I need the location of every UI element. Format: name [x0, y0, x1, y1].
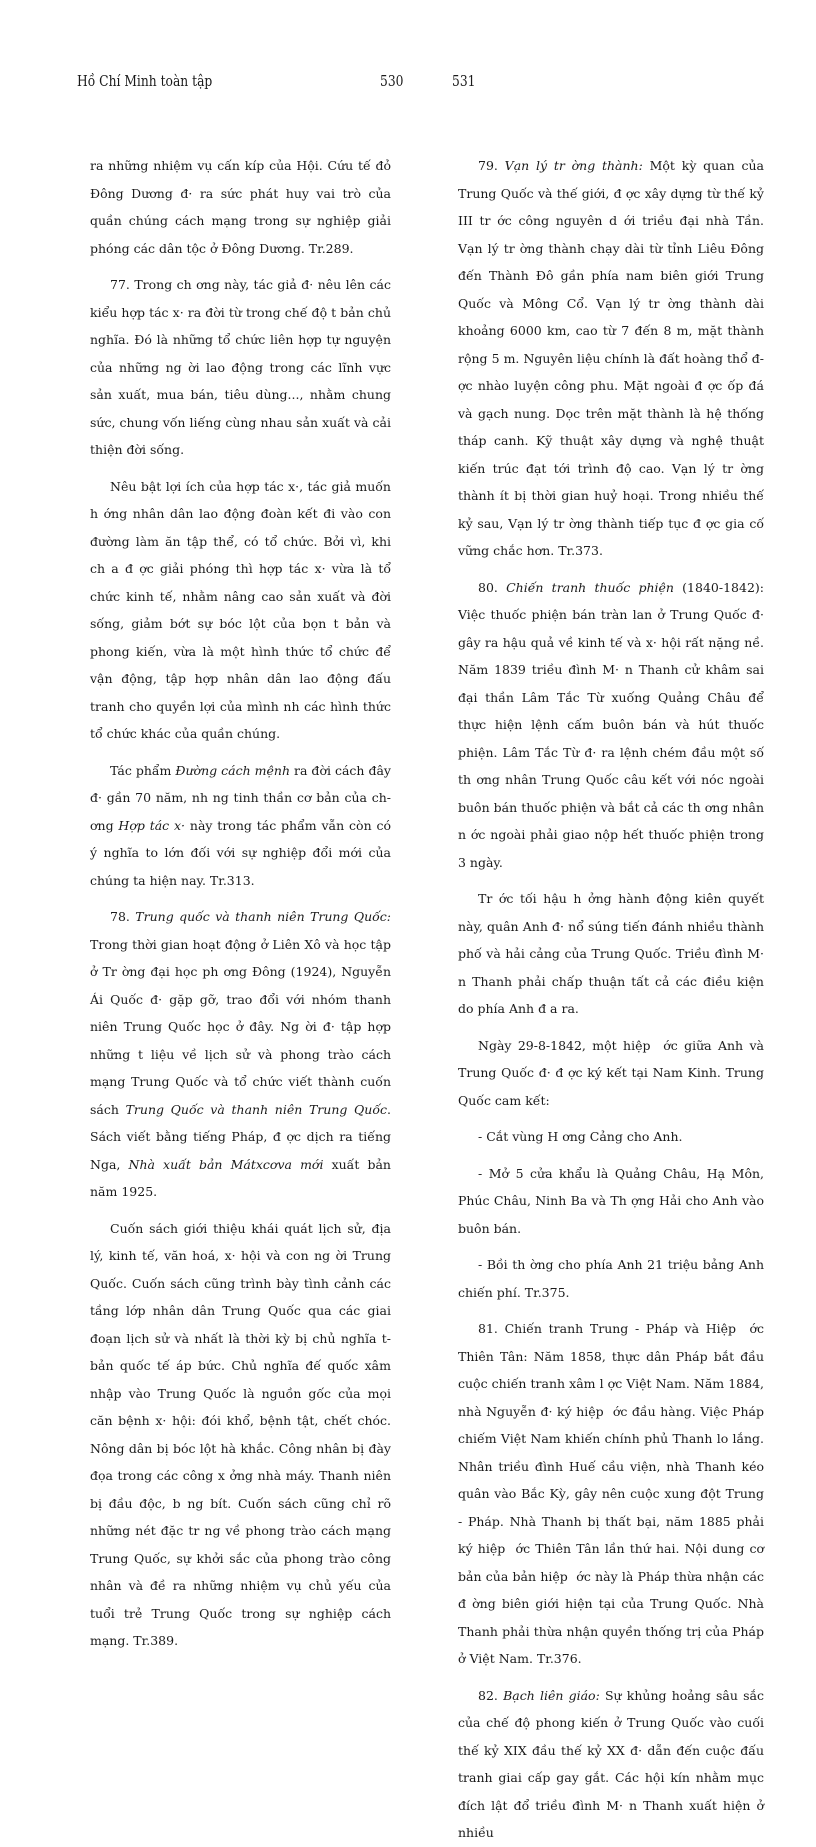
note-number: 78.	[110, 909, 136, 924]
paragraph: Ngày 29-8-1842, một hiệp ớc giữa Anh và Trung Quốc đ· đ ợc ký kết tại Nam Kinh. Trung Quốc cam kết:	[458, 1037, 764, 1108]
page-number-left: 530	[380, 72, 404, 90]
chapter-title: Hợp tác x·	[118, 817, 186, 833]
book-title-header: Hồ Chí Minh toàn tập	[77, 72, 213, 90]
list-item: - Mở 5 cửa khẩu là Quảng Châu, Hạ Môn, Phúc Châu, Ninh Ba và Th ợng Hải cho Anh vào buôn bán.	[458, 1165, 764, 1236]
paragraph: Cuốn sách giới thiệu khái quát lịch sử, địa lý, kinh tế, văn hoá, x· hội và con ng ời Trung Quốc. Cuốn sách cũng trình bày tình cảnh các tầng lớp nhân dân Trung Quốc qua các giai đoạn lịch sử và nhất là thời kỳ bị chủ nghĩa t bản quốc tế áp bức. Chủ nghĩa đế quốc xâm nhập vào Trung Quốc là nguồn gốc của mọi căn bệnh x· hội: đói khổ, bệnh tật, chết chóc. Nông dân bị bóc lột hà khắc. Công nhân bị đày đọa trong các công x ởng nhà máy. Thanh niên bị đầu độc, b ng bít. Cuốn sách cũng chỉ rõ những nét đặc tr ng về phong trào cách mạng Trung Quốc, sự khởi sắc của phong trào công nhân và đề ra những nhiệm vụ chủ yếu của tuổi trẻ Trung Quốc trong sự nghiệp cách mạng. Tr.389.	[90, 1220, 391, 1648]
note-heading: Chiến tranh thuốc phiện	[506, 579, 674, 595]
list-item: - Cắt vùng H ơng Cảng cho Anh.	[478, 1129, 683, 1144]
book-title: Trung Quốc và thanh niên Trung Quốc	[125, 1101, 388, 1117]
note-79	[458, 152, 764, 565]
paragraph: ra những nhiệm vụ cấn kíp của Hội. Cứu tế đỏ Đông Dương đ· ra sức phát huy vai trò của quần chúng cách mạng trong sự nghiệp giải phóng các dân tộc ở Đông Dương. Tr.289.	[90, 158, 391, 256]
note-number: 82.	[478, 1687, 504, 1703]
paragraph-text: . Sách viết bằng tiếng Pháp, đ ợc dịch ra tiếng Nga,	[90, 1101, 391, 1172]
paragraph: 77. Trong ch ơng này, tác giả đ· nêu lên các kiểu hợp tác x· ra đời từ trong chế độ t bản chủ nghĩa. Đó là những tổ chức liên hợp tự nguyện của những ng ời lao động trong các lĩnh vực sản xuất, mua bán, tiêu dùng..., nhằm chung sức, chung vốn liếng cùng nhau sản xuất và cải thiện đời sống.	[90, 277, 391, 457]
work-title: Đường cách mệnh	[175, 762, 290, 778]
note-80	[458, 574, 764, 877]
paragraph-text: ra đời cách đây đ· gần 70 năm, nh ng tinh thần cơ bản của ch ơng	[90, 762, 391, 833]
paragraph: Nêu bật lợi ích của hợp tác x·, tác giả muốn h ớng nhân dân lao động đoàn kết đi vào con đường làm ăn tập thể, có tổ chức. Bởi vì, khi ch a đ ợc giải phóng thì hợp tác x· vừa là tổ chức kinh tế, nhằm nâng cao sản xuất và đời sống, giảm bớt sự bóc lột của bọn t bản và phong kiến, vừa là một hình thức tổ chức để vận động, tập hợp nhân dân lao động đấu tranh cho quyền lợi của mình nh các hình thức tổ chức khác của quần chúng.	[90, 478, 391, 741]
paragraph-text: Tác phẩm	[110, 762, 176, 778]
note-heading: Trung quốc và thanh niên Trung Quốc:	[135, 909, 391, 924]
note-heading: Bạch liên giáo:	[503, 1687, 600, 1703]
list-item: - Bồi th ờng cho phía Anh 21 triệu bảng Anh chiến phí. Tr.375.	[458, 1257, 764, 1300]
paragraph-text: (1840-1842): Việc thuốc phiện bán tràn lan ở Trung Quốc đ· gây ra hậu quả về kinh tế và x· hội rất nặng nề. Năm 1839 triều đình M· n Thanh cử khâm sai đại thần Lâm Tắc Từ xuống Quảng Châu để thực hiện lệnh cấm buôn bán và hút thuốc phiện. Lâm Tắc Từ đ· ra lệnh chém đầu một số th ơng nhân Trung Quốc câu kết với nóc ngoài buôn bán thuốc phiện và bắt cả các th ơng nhân n ớc ngoài phải giao nộp hết thuốc phiện trong 3 ngày.	[458, 579, 764, 870]
paragraph-text: xuất bản năm 1925.	[90, 1156, 391, 1199]
note-82	[458, 1682, 764, 1847]
left-column	[90, 152, 391, 1648]
note-heading: Vạn lý tr ờng thành:	[504, 158, 643, 173]
paragraph-text: Trong thời gian hoạt động ở Liên Xô và học tập ở Tr ờng đại học ph ơng Đông (1924), Nguyễn Ái Quốc đ· gặp gỡ, trao đổi với nhóm thanh niên Trung Quốc học ở đây. Ng ời đ· tập hợp những t liệu về lịch sử và phong trào cách mạng Trung Quốc và tổ chức viết thành cuốn sách	[90, 936, 391, 1117]
page-number-right: 531	[452, 72, 476, 90]
note-78	[90, 903, 391, 1206]
note-number: 80.	[478, 579, 507, 595]
paragraph: Tr ớc tối hậu h ởng hành động kiên quyết này, quân Anh đ· nổ súng tiến đánh nhiều thành phố và hải cảng của Trung Quốc. Triều đình M· n Thanh phải chấp thuận tất cả các điều kiện do phía Anh đ a ra.	[458, 891, 764, 1016]
paragraph-text: này trong tác phẩm vẫn còn có ý nghĩa to lớn đối với sự nghiệp đổi mới của chúng ta hiện nay. Tr.313.	[90, 817, 391, 888]
note-number: 79.	[478, 158, 505, 173]
note-81: 81. Chiến tranh Trung - Pháp và Hiệp ớc Thiên Tân: Năm 1858, thực dân Pháp bắt đầu cuộc chiến tranh xâm l ợc Việt Nam. Năm 1884, nhà Nguyễn đ· ký hiệp ớc đầu hàng. Việc Pháp chiếm Việt Nam khiến chính phủ Thanh lo lắng. Nhân triều đình Huế cầu viện, nhà Thanh kéo quân vào Bắc Kỳ, gây nên cuộc xung đột Trung - Pháp. Nhà Thanh bị thất bại, năm 1885 phải ký hiệp ớc Thiên Tân lần thứ hai. Nội dung cơ bản của bản hiệp ớc này là Pháp thừa nhận các đ ờng biên giới hiện tại của Trung Quốc. Nhà Thanh phải thừa nhận quyền thống trị của Pháp ở Việt Nam. Tr.376.	[458, 1321, 764, 1666]
paragraph-text: Một kỳ quan của Trung Quốc và thế giới, đ ợc xây dựng từ thế kỷ III tr ớc công nguyên d ới triều đại nhà Tần. Vạn lý tr ờng thành chạy dài từ tỉnh Liêu Đông đến Thành Đô gần phía nam biên giới Trung Quốc và Mông Cổ. Vạn lý tr ờng thành dài khoảng 6000 km, cao từ 7 đến 8 m, mặt thành rộng 5 m. Nguyên liệu chính là đất hoàng thổ đ ợc nhào luyện công phu. Mặt ngoài đ ợc ốp đá và gạch nung. Dọc trên mặt thành là hệ thống tháp canh. Kỹ thuật xây dựng và nghệ thuật kiến trúc đạt tới trình độ cao. Vạn lý tr ờng thành ít bị thời gian huỷ hoại. Trong nhiều thế kỷ sau, Vạn lý tr ờng thành tiếp tục đ ợc gia cố vững chắc hơn. Tr.373.	[458, 158, 765, 558]
paragraph	[90, 757, 391, 895]
publisher-name: Nhà xuất bản Mátxcơva mới	[128, 1156, 324, 1172]
paragraph-text: Sự khủng hoảng sâu sắc của chế độ phong kiến ở Trung Quốc vào cuối thế kỷ XIX đầu thế kỷ XX đ· dẫn đến cuộc đấu tranh giai cấp gay gắt. Các hội kín nhằm mục đích lật đổ triều đình M· n Thanh xuất hiện ở nhiều	[458, 1687, 764, 1840]
right-column	[458, 152, 765, 1840]
